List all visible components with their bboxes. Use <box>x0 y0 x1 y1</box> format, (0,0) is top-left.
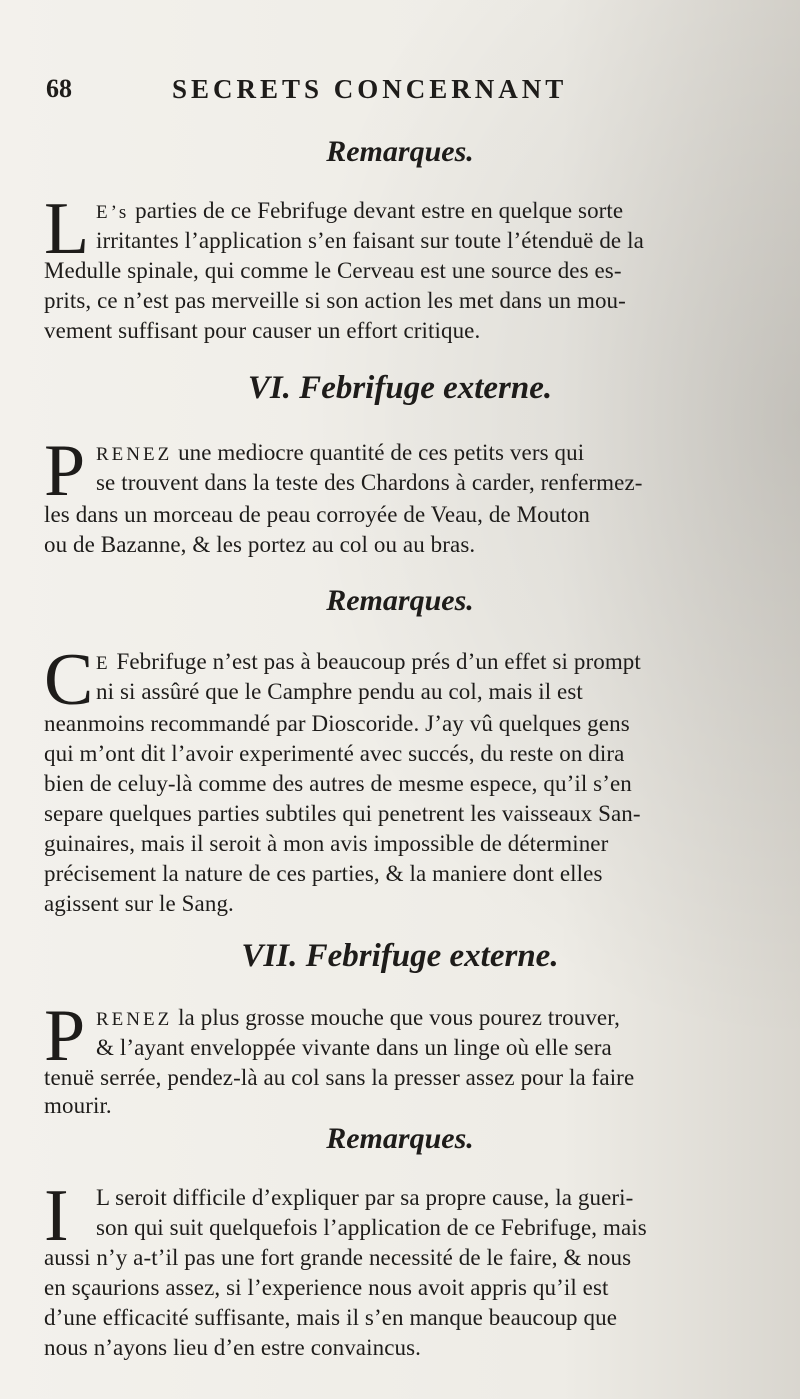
paragraph <box>44 430 744 558</box>
text-line: mourir. <box>44 1093 112 1118</box>
running-title: SECRETS CONCERNANT <box>172 74 568 104</box>
text-line: précisement la nature de ces parties, & la maniere dont elles <box>44 861 603 886</box>
text-line: guinaires, mais il seroit à mon avis impossible de déterminer <box>44 831 609 856</box>
paragraph <box>44 188 744 346</box>
section-heading: VII. Febrifuge externe. <box>241 938 559 974</box>
text-line: L seroit difficile d’expliquer par sa propre cause, la gueri- <box>96 1185 634 1210</box>
drop-cap: L <box>44 188 90 270</box>
text-line: d’une efficacité suffisante, mais il s’en manque beaucoup que <box>44 1305 618 1330</box>
text-line: tenuë serrée, pendez-là au col sans la presser assez pour la faire <box>44 1065 635 1090</box>
drop-cap: P <box>44 430 86 512</box>
text-line: ni si assûré que le Camphre pendu au col, mais il est <box>96 679 583 704</box>
drop-cap: C <box>44 639 94 721</box>
text-line: Medulle spinale, qui comme le Cerveau est une source des es- <box>44 258 622 283</box>
section-heading: Remarques. <box>326 584 474 617</box>
drop-cap: I <box>44 1175 69 1257</box>
text-line: nous n’ayons lieu d’en estre convaincus. <box>44 1335 422 1360</box>
text-line: RENEZ une mediocre quantité de ces petits vers qui <box>96 440 585 465</box>
paragraph <box>44 639 744 917</box>
section-heading: VI. Febrifuge externe. <box>247 370 553 406</box>
page-number: 68 <box>46 74 72 103</box>
text-line: RENEZ la plus grosse mouche que vous pourez trouver, <box>96 1005 620 1030</box>
section-heading: Remarques. <box>326 1122 474 1155</box>
text-line: & l’ayant enveloppée vivante dans un linge où elle sera <box>96 1035 612 1060</box>
section-heading: Remarques. <box>326 135 474 168</box>
text-line: E Febrifuge n’est pas à beaucoup prés d’un effet si prompt <box>96 649 641 674</box>
paragraph <box>44 995 744 1123</box>
text-line: prits, ce n’est pas merveille si son action les met dans un mou- <box>44 288 626 313</box>
text-line: son qui suit quelquefois l’application de ce Febrifuge, mais <box>96 1215 647 1240</box>
text-line: ou de Bazanne, & les portez au col ou au bras. <box>44 532 476 557</box>
text-line: les dans un morceau de peau corroyée de Veau, de Mouton <box>44 502 591 527</box>
text-line: irritantes l’application s’en faisant sur toute l’étenduë de la <box>96 228 644 253</box>
text-line: vement suffisant pour causer un effort critique. <box>44 318 481 343</box>
text-line: se trouvent dans la teste des Chardons à carder, renfermez- <box>96 470 643 495</box>
text-line: en sçaurions assez, si l’experience nous avoit appris qu’il est <box>44 1275 609 1300</box>
paragraph <box>44 1175 744 1363</box>
text-line: separe quelques parties subtiles qui penetrent les vaisseaux San- <box>44 801 641 826</box>
text-line: neanmoins recommandé par Dioscoride. J’ay vû quelques gens <box>44 711 630 736</box>
text-line: qui m’ont dit l’avoir experimenté avec succés, du reste on dira <box>44 741 625 766</box>
running-head <box>46 70 760 110</box>
text-line: aussi n’y a-t’il pas une fort grande necessité de le faire, & nous <box>44 1245 632 1270</box>
text-line: agissent sur le Sang. <box>44 891 234 916</box>
text-line: E’s parties de ce Febrifuge devant estre en quelque sorte <box>96 198 624 223</box>
drop-cap: P <box>44 995 86 1077</box>
text-line: bien de celuy-là comme des autres de mesme espece, qu’il s’en <box>44 771 632 796</box>
